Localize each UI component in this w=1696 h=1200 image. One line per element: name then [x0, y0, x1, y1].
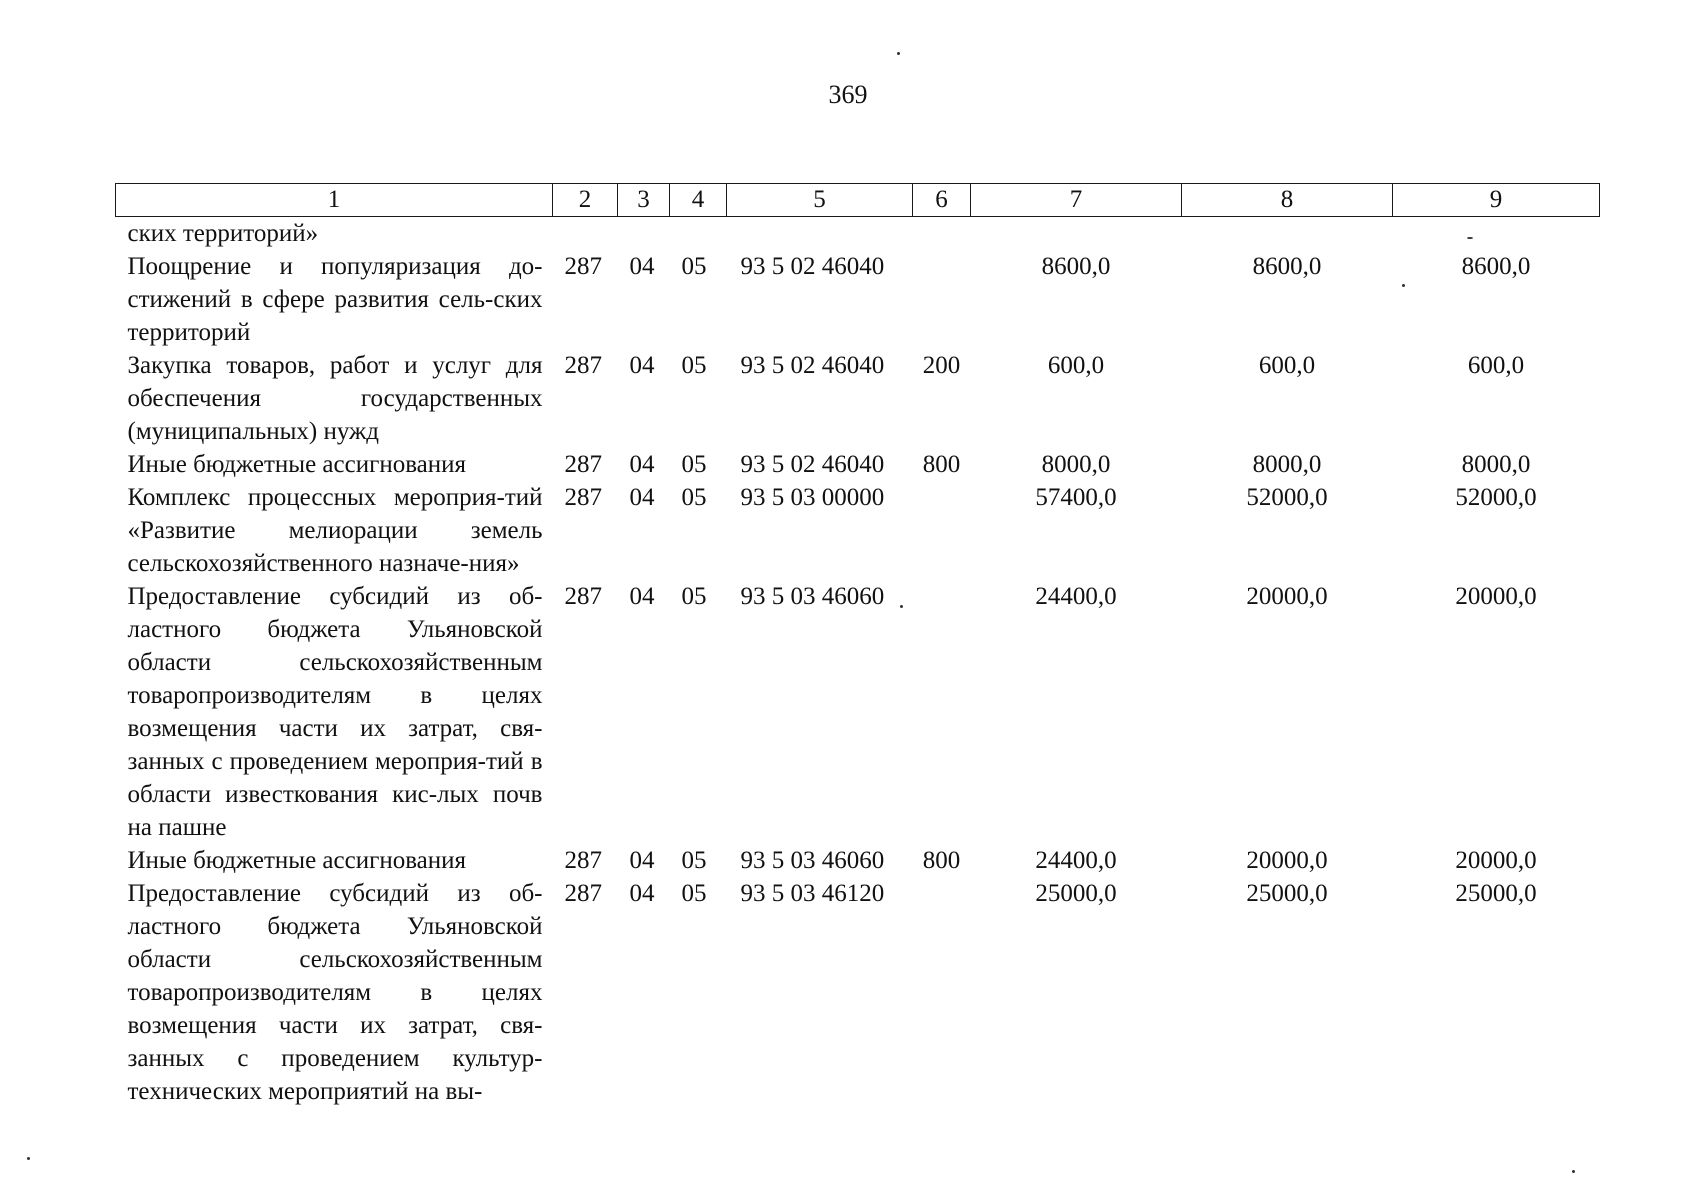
cell-col3: 04	[629, 847, 655, 874]
cell-col4: 05	[681, 253, 707, 280]
table-header	[116, 184, 1600, 217]
cell-col2: 287	[564, 847, 602, 874]
cell-col4: 05	[681, 484, 707, 511]
cell-col7: 8000,0	[1041, 451, 1111, 478]
column-header-2: 2	[553, 184, 618, 217]
table-row	[116, 844, 1600, 877]
cell-col7: 25000,0	[1035, 880, 1117, 907]
cell-col9: 8600,0	[1461, 253, 1531, 280]
row-name: Предоставление субсидий из об-ластного бюджета Ульяновской области сельскохозяйственным товаропроизводителям в целях возмещения части их затрат, свя-занных с проведением мероприя-тий в области известкования кис-лых почв на пашне	[127, 583, 543, 841]
cell-col9: 52000,0	[1455, 484, 1537, 511]
cell-col8: 8000,0	[1252, 451, 1322, 478]
cell-col3: 04	[629, 451, 655, 478]
cell-col2: 287	[564, 451, 602, 478]
row-name: Иные бюджетные ассигнования	[127, 451, 467, 478]
table-row	[116, 448, 1600, 481]
header-row	[116, 184, 1600, 217]
column-header-5: 5	[727, 184, 913, 217]
cell-col2: 287	[564, 484, 602, 511]
cell-col7: 8600,0	[1041, 253, 1111, 280]
column-header-8: 8	[1182, 184, 1393, 217]
cell-col5: 93 5 02 46040	[740, 352, 885, 379]
cell-col7: 57400,0	[1035, 484, 1117, 511]
cell-col4: 05	[681, 583, 707, 610]
cell-col8: 20000,0	[1246, 847, 1328, 874]
table-body	[116, 217, 1600, 1109]
table-row	[116, 217, 1600, 251]
row-name: Предоставление субсидий из об-ластного бюджета Ульяновской области сельскохозяйственным товаропроизводителям в целях возмещения части их затрат, свя-занных с проведением культур-технических мероприятий на вы-	[127, 880, 543, 1105]
page-number: 369	[828, 80, 868, 109]
cell-col9: 20000,0	[1455, 847, 1537, 874]
cell-col8: 20000,0	[1246, 583, 1328, 610]
cell-col5: 93 5 03 00000	[740, 484, 885, 511]
cell-col2	[553, 217, 618, 251]
column-header-1: 1	[116, 184, 553, 217]
budget-table	[115, 183, 1600, 1108]
cell-col3: 04	[629, 352, 655, 379]
cell-col9: 8000,0	[1461, 451, 1531, 478]
cell-col9: 20000,0	[1455, 583, 1537, 610]
cell-col6: 200	[922, 352, 961, 379]
table-row	[116, 580, 1600, 844]
cell-col4	[670, 217, 727, 251]
cell-col6	[913, 481, 971, 580]
cell-col6	[913, 250, 971, 349]
scan-speck	[27, 1157, 30, 1160]
cell-col8: 8600,0	[1252, 253, 1322, 280]
cell-col3: 04	[629, 253, 655, 280]
row-name: ских территорий»	[127, 220, 319, 247]
cell-col6: 800	[922, 451, 961, 478]
column-header-9: 9	[1393, 184, 1600, 217]
row-name: Закупка товаров, работ и услуг для обеспечения государственных (муниципальных) нужд	[127, 352, 543, 445]
cell-col5: 93 5 02 46040	[740, 253, 885, 280]
cell-col2: 287	[564, 352, 602, 379]
cell-col4: 05	[681, 880, 707, 907]
row-name: Поощрение и популяризация до-стижений в сфере развития сель-ских территорий	[127, 253, 543, 346]
scan-speck	[1467, 237, 1473, 239]
table-row	[116, 481, 1600, 580]
cell-col8: 25000,0	[1246, 880, 1328, 907]
cell-col5	[727, 217, 913, 251]
cell-col2: 287	[564, 583, 602, 610]
column-header-3: 3	[618, 184, 670, 217]
cell-col3: 04	[629, 880, 655, 907]
column-header-6: 6	[913, 184, 971, 217]
cell-col6	[913, 217, 971, 251]
scan-speck	[900, 605, 903, 608]
cell-col3: 04	[629, 583, 655, 610]
cell-col7: 24400,0	[1035, 583, 1117, 610]
row-name: Иные бюджетные ассигнования	[127, 847, 467, 874]
cell-col4: 05	[681, 352, 707, 379]
cell-col4: 05	[681, 847, 707, 874]
cell-col6: 800	[922, 847, 961, 874]
budget-table-container	[115, 183, 1599, 1108]
cell-col8: 52000,0	[1246, 484, 1328, 511]
cell-col7	[971, 217, 1182, 251]
cell-col9: 25000,0	[1455, 880, 1537, 907]
table-row	[116, 877, 1600, 1108]
cell-col7: 24400,0	[1035, 847, 1117, 874]
cell-col5: 93 5 03 46060	[740, 583, 885, 610]
cell-col9: 600,0	[1467, 352, 1525, 379]
cell-col5: 93 5 03 46060	[740, 847, 885, 874]
cell-col2: 287	[564, 880, 602, 907]
cell-col8: 600,0	[1258, 352, 1316, 379]
column-header-7: 7	[971, 184, 1182, 217]
row-name: Комплекс процессных мероприя-тий «Развитие мелиорации земель сельскохозяйственного назначе-ния»	[127, 484, 543, 577]
cell-col6	[913, 877, 971, 1108]
cell-col3: 04	[629, 484, 655, 511]
scan-speck	[1402, 284, 1405, 287]
cell-col5: 93 5 02 46040	[740, 451, 885, 478]
cell-col2: 287	[564, 253, 602, 280]
table-row	[116, 349, 1600, 448]
table-row	[116, 250, 1600, 349]
cell-col4: 05	[681, 451, 707, 478]
cell-col6	[913, 580, 971, 844]
cell-col8	[1182, 217, 1393, 251]
cell-col5: 93 5 03 46120	[740, 880, 885, 907]
scan-speck	[897, 52, 900, 55]
cell-col3	[618, 217, 670, 251]
cell-col9	[1393, 217, 1600, 251]
column-header-4: 4	[670, 184, 727, 217]
scan-speck	[1572, 1170, 1575, 1173]
cell-col7: 600,0	[1047, 352, 1105, 379]
